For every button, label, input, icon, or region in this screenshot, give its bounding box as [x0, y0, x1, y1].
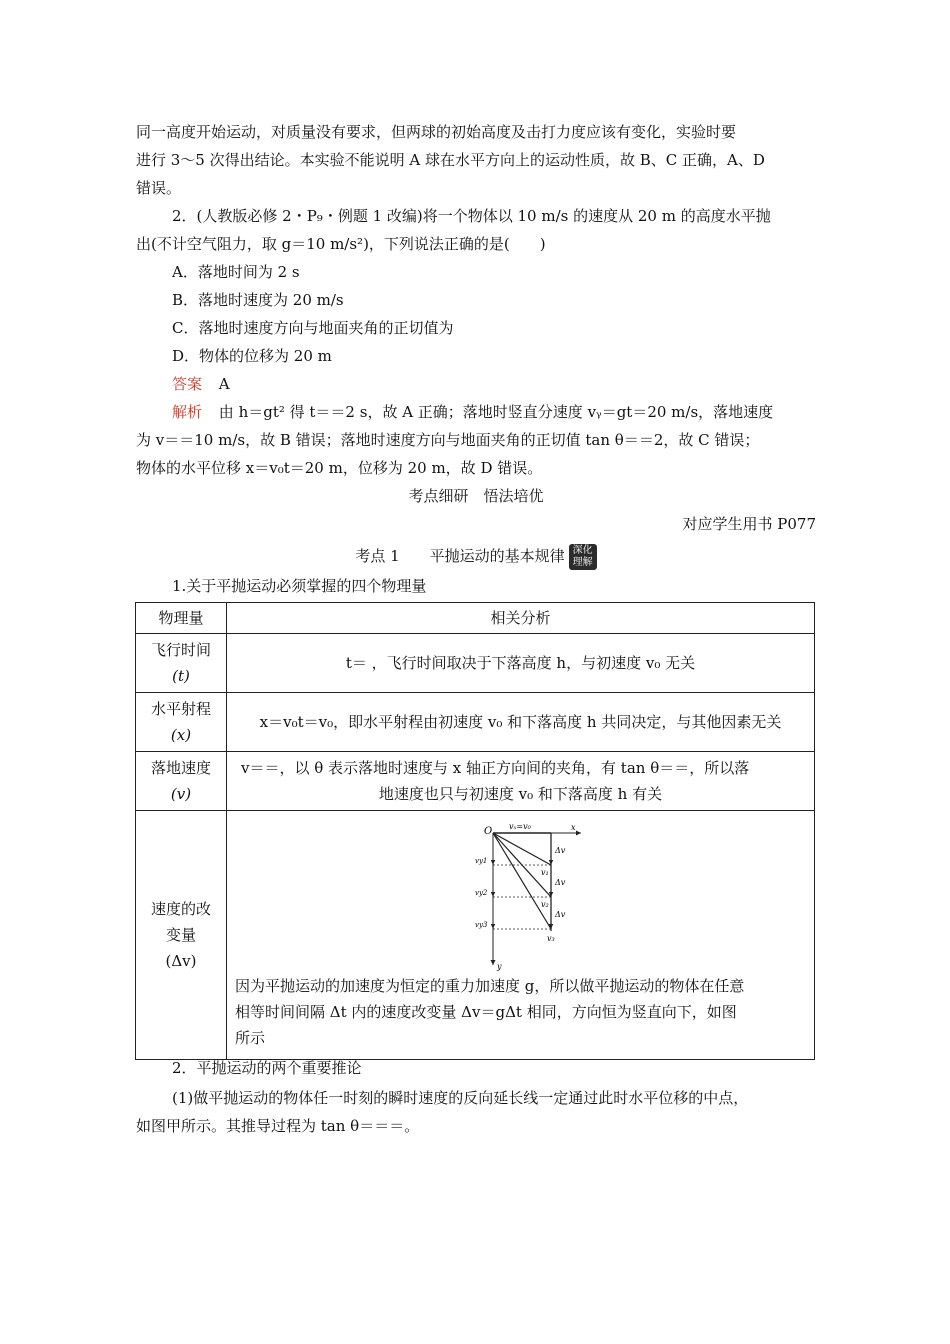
- table-cell-analysis: t＝ ，飞行时间取决于下落高度 h，与初速度 v₀ 无关: [227, 634, 815, 693]
- table-cell-analysis: v＝＝，以 θ 表示落地时速度与 x 轴正方向间的夹角，有 tan θ＝＝，所以落 地速度也只与初速度 v₀ 和下落高度 h 有关: [227, 752, 815, 811]
- v1-vector: [493, 833, 551, 865]
- section-heading: 考点细研 悟法培优: [408, 487, 544, 505]
- table-row: [136, 811, 815, 1060]
- topic-title: [136, 544, 816, 570]
- table-cell-quantity: 水平射程 (x): [136, 693, 227, 752]
- intro-line-3: 错误。: [136, 179, 182, 197]
- analysis-line-1: [172, 402, 816, 422]
- topic-title-text: 考点 1 平抛运动的基本规律: [355, 547, 565, 565]
- vy2-arrow-icon: [491, 892, 495, 897]
- answer-line: [172, 374, 852, 394]
- question-line-1: 2．(人教版必修 2・P₉・例题 1 改编)将一个物体以 10 m/s 的速度从 20 m 的高度水平抛: [172, 207, 771, 225]
- y-axis-arrow-icon: [491, 960, 496, 965]
- dv-label-1: Δv: [555, 846, 566, 855]
- deepen-understanding-badge: 深化 理解: [569, 544, 597, 570]
- table-header-quantity: 物理量: [136, 603, 227, 634]
- v1-label: v₁: [541, 868, 549, 877]
- physics-quantities-table: [135, 602, 815, 1060]
- inference-line-1: (1)做平抛运动的物体任一时刻的瞬时速度的反向延长线一定通过此时水平位移的中点，: [172, 1089, 749, 1107]
- vy1-label: vy1: [475, 857, 488, 865]
- table-row: [136, 634, 815, 693]
- inference-heading: 2．平抛运动的两个重要推论: [172, 1059, 362, 1077]
- analysis-text-1: 由 h＝gt² 得 t＝＝2 s，故 A 正确；落地时竖直分速度 vᵧ＝gt＝20 m/s，落地速度: [218, 403, 774, 421]
- table-header-analysis: 相关分析: [227, 603, 815, 634]
- y-axis-label: y: [497, 962, 502, 971]
- v3-label: v₃: [547, 934, 555, 943]
- vy3-label: vy3: [475, 921, 488, 929]
- table-cell-quantity: 落地速度 (v): [136, 752, 227, 811]
- inference-line-2: 如图甲所示。其推导过程为 tan θ＝＝＝。: [136, 1117, 420, 1135]
- option-b: B．落地时速度为 20 m/s: [172, 291, 344, 309]
- v3-vector: [493, 833, 551, 929]
- table-cell-analysis: x＝v₀t＝v₀，即水平射程由初速度 v₀ 和下落高度 h 共同决定，与其他因素无关: [227, 693, 815, 752]
- intro-line-2: 进行 3～5 次得出结论。本实验不能说明 A 球在水平方向上的运动性质，故 B、C 正确，A、D: [136, 151, 765, 169]
- dv-label-2: Δv: [555, 878, 566, 887]
- option-a: A．落地时间为 2 s: [172, 263, 300, 281]
- student-book-ref: 对应学生用书 P077: [682, 515, 816, 533]
- x-axis-label: x: [571, 823, 576, 832]
- v2-label: v₂: [541, 900, 549, 909]
- intro-line-1: 同一高度开始运动，对质量没有要求，但两球的初始高度及击打力度应该有变化，实验时要: [136, 123, 737, 141]
- analysis-label: 解析: [172, 403, 203, 421]
- origin-label: O: [484, 826, 493, 837]
- answer-label: 答案: [172, 375, 203, 393]
- option-d: D．物体的位移为 20 m: [172, 347, 332, 365]
- subheading-1: 1.关于平抛运动必须掌握的四个物理量: [172, 577, 427, 595]
- vy1-arrow-icon: [491, 860, 495, 865]
- vy3-arrow-icon: [491, 924, 495, 929]
- question-line-2: 出(不计空气阻力，取 g＝10 m/s²)，下列说法正确的是( ): [136, 235, 546, 253]
- table-row: [136, 752, 815, 811]
- analysis-line-2: 为 v＝＝10 m/s，故 B 错误；落地时速度方向与地面夹角的正切值 tan θ＝＝2，故 C 错误；: [136, 431, 760, 449]
- table-cell-quantity: 飞行时间 (t): [136, 634, 227, 693]
- dv-label-3: Δv: [555, 910, 566, 919]
- analysis-line-3: 物体的水平位移 x＝v₀t＝20 m，位移为 20 m，故 D 错误。: [136, 459, 543, 477]
- table-row: [136, 693, 815, 752]
- velocity-change-diagram: [475, 822, 585, 971]
- answer-value: A: [218, 375, 230, 393]
- option-c: C．落地时速度方向与地面夹角的正切值为: [172, 319, 454, 337]
- table-cell-analysis: O vₓ=v₀ x y vy1 vy2 vy3 Δv Δv Δv v₁ v₂ v₃ 因为平抛运动的加速度为恒定的重力加速度 g，所以做平抛运动的物体在任意 相等时间间隔 Δt 内的速度改变量 Δv＝gΔt 相同，方向恒为竖直向下，如图 所示: [227, 811, 815, 1060]
- vy2-label: vy2: [475, 889, 488, 897]
- x-axis-arrow-icon: [576, 831, 581, 836]
- vx-label: vₓ=v₀: [509, 822, 531, 831]
- table-header-row: [136, 603, 815, 634]
- table-cell-quantity: 速度的改 变量 (Δv): [136, 811, 227, 1060]
